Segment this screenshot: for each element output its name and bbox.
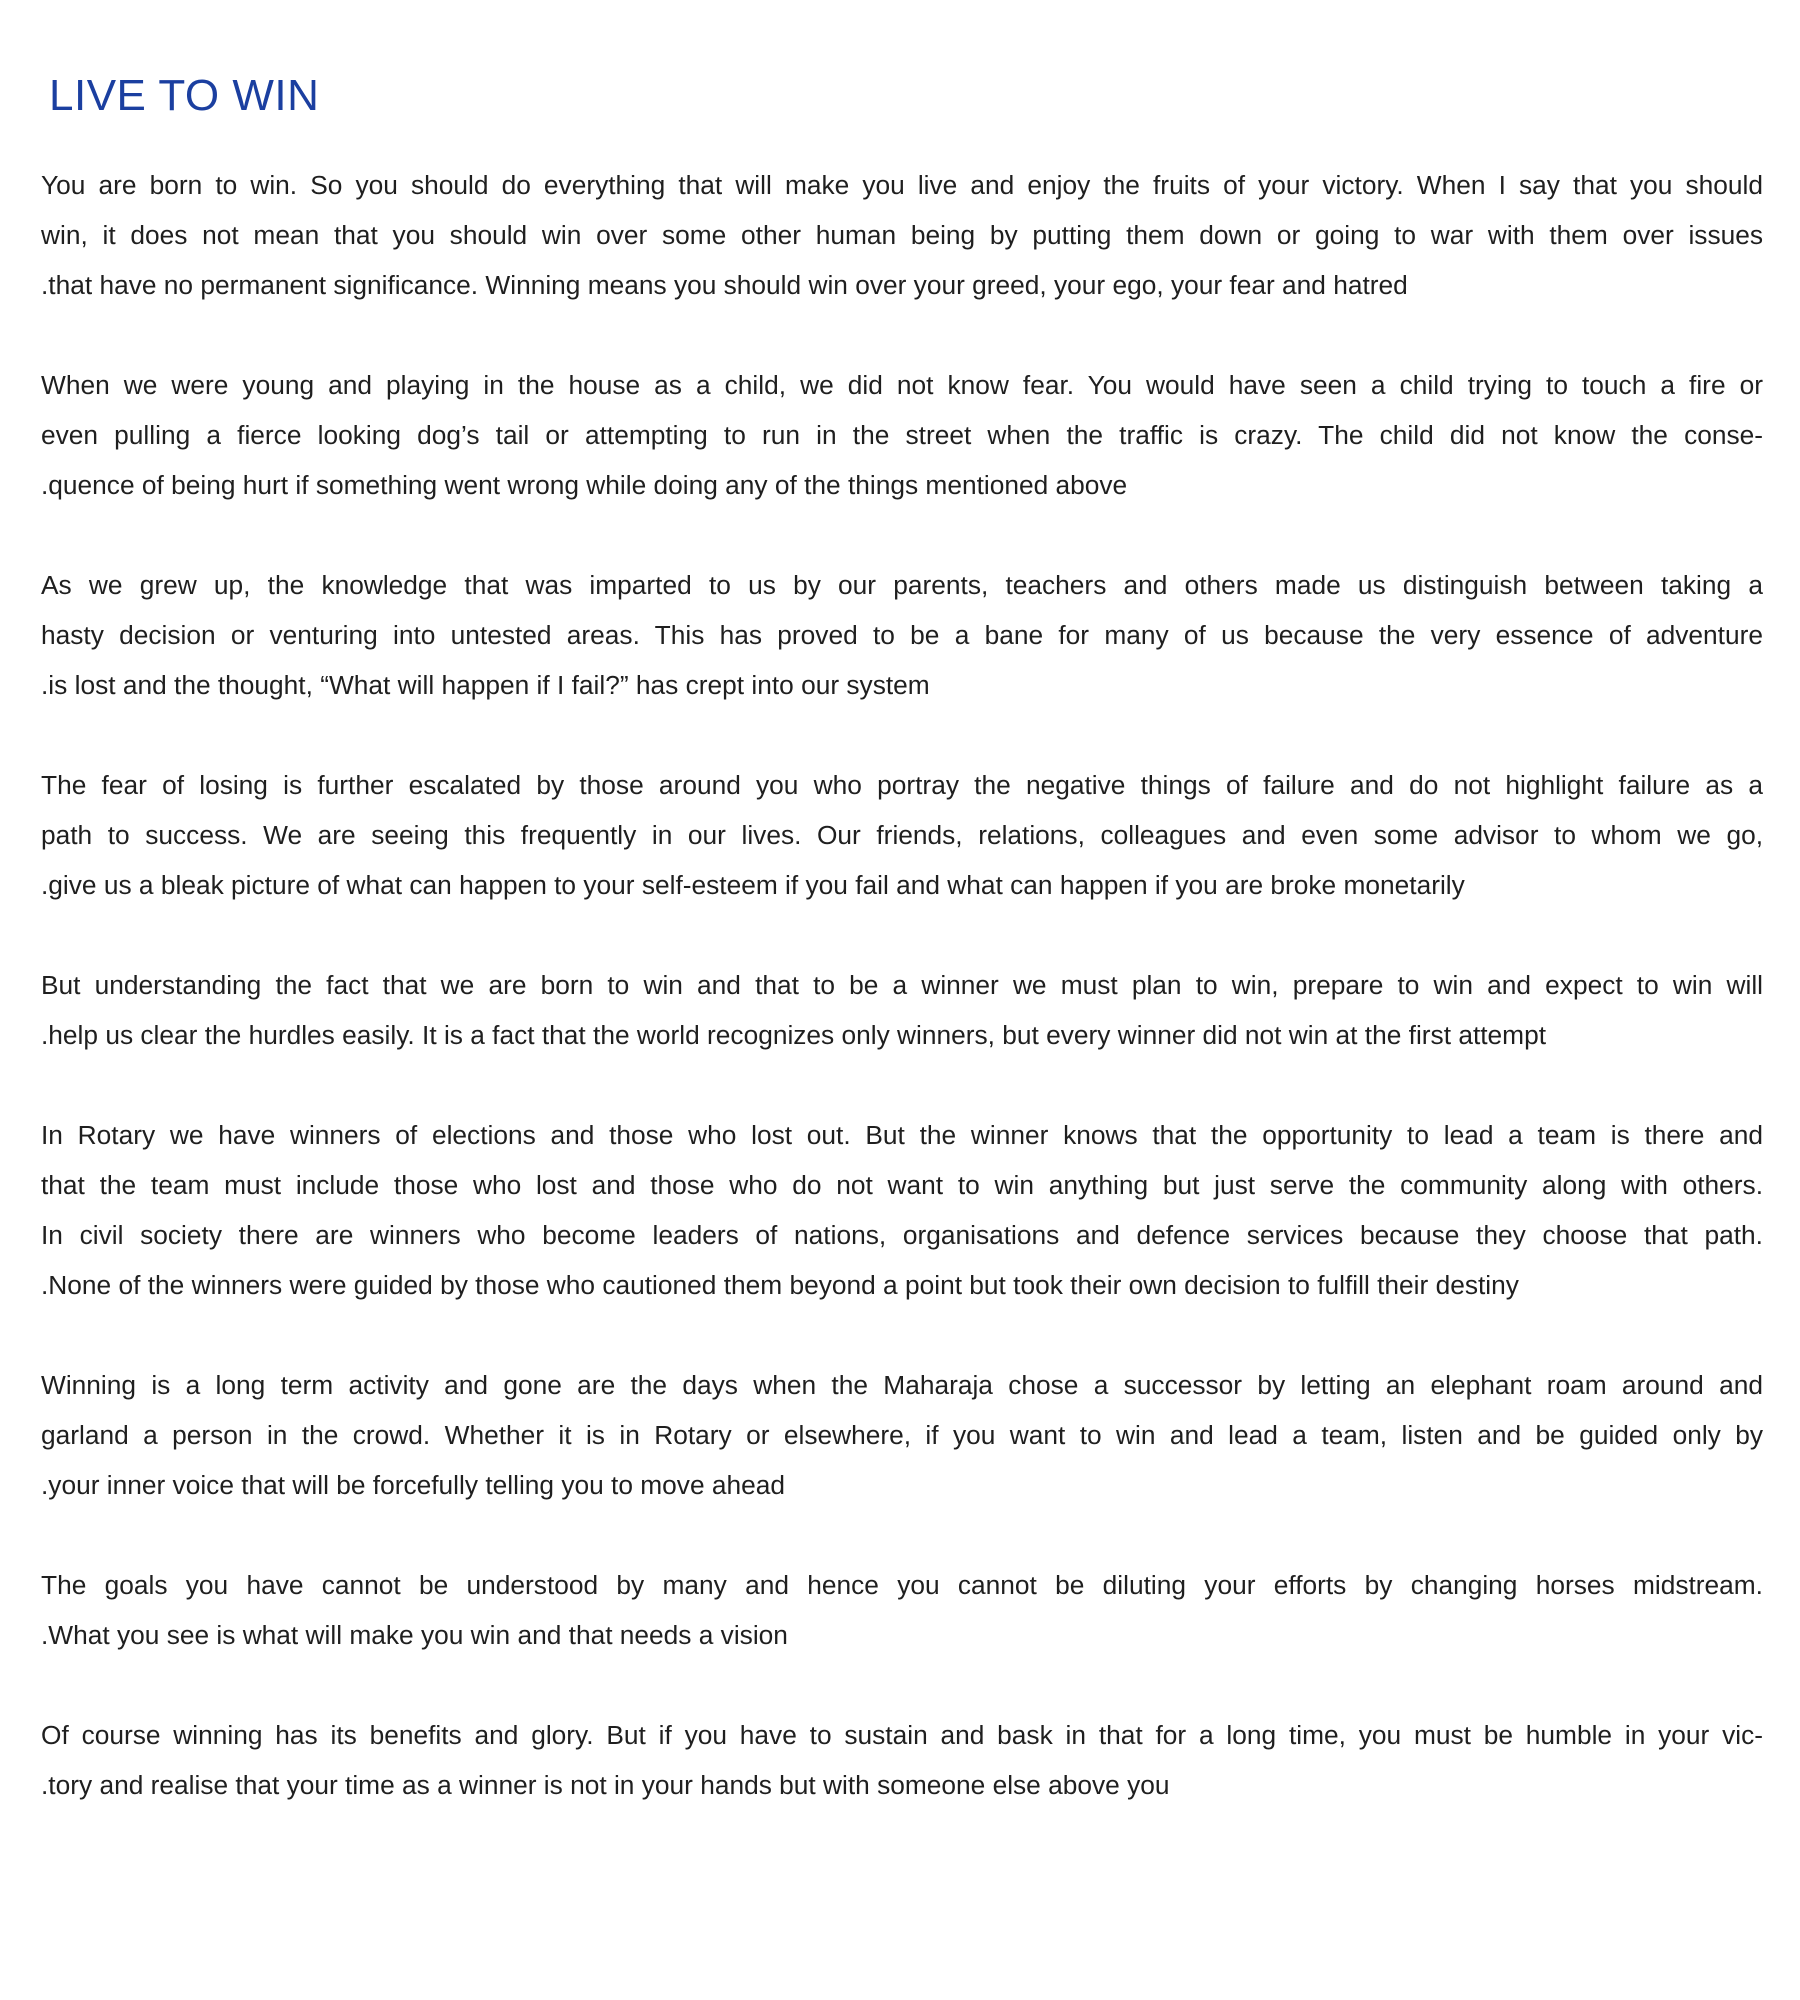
- paragraph-4: [41, 760, 1763, 910]
- text-line: As we grew up, the knowledge that was imparted to us by our parents, teachers and others made us distinguish between taking a: [41, 570, 1763, 600]
- article-body: [41, 160, 1763, 1810]
- paragraph-6: [41, 1110, 1763, 1310]
- text-line: .is lost and the thought, “What will happen if I fail?” has crept into our system: [41, 670, 930, 700]
- text-line: even pulling a fierce looking dog’s tail or attempting to run in the street when the traffic is crazy. The child did not know the conse-: [41, 420, 1763, 450]
- text-line: that the team must include those who lost and those who do not want to win anything but just serve the community along with others.: [41, 1170, 1763, 1200]
- text-line: .None of the winners were guided by those who cautioned them beyond a point but took their own decision to fulfill their destiny: [41, 1270, 1519, 1300]
- text-line: Winning is a long term activity and gone are the days when the Maharaja chose a successor by letting an elephant roam around and: [41, 1370, 1763, 1400]
- text-line: garland a person in the crowd. Whether it is in Rotary or elsewhere, if you want to win and lead a team, listen and be guided only by: [41, 1420, 1763, 1450]
- text-line: .help us clear the hurdles easily. It is a fact that the world recognizes only winners, but every winner did not win at the first attempt: [41, 1020, 1547, 1050]
- paragraph-3: [41, 560, 1763, 710]
- paragraph-5: [41, 960, 1763, 1060]
- paragraph-8: [41, 1560, 1763, 1660]
- paragraph-1: [41, 160, 1763, 310]
- text-line: .your inner voice that will be forcefully telling you to move ahead: [41, 1470, 786, 1500]
- text-line: Of course winning has its benefits and glory. But if you have to sustain and bask in that for a long time, you must be humble in your vic-: [41, 1720, 1763, 1750]
- text-line: .What you see is what will make you win and that needs a vision: [41, 1620, 788, 1650]
- text-line: The fear of losing is further escalated by those around you who portray the negative things of failure and do not highlight failure as a: [41, 770, 1763, 800]
- text-line: When we were young and playing in the house as a child, we did not know fear. You would have seen a child trying to touch a fire or: [41, 370, 1763, 400]
- text-line: You are born to win. So you should do everything that will make you live and enjoy the fruits of your victory. When I say that you should: [41, 170, 1763, 200]
- text-line: .give us a bleak picture of what can happen to your self-esteem if you fail and what can happen if you are broke monetarily: [41, 870, 1465, 900]
- text-line: In Rotary we have winners of elections and those who lost out. But the winner knows that the opportunity to lead a team is there and: [41, 1120, 1763, 1150]
- paragraph-7: [41, 1360, 1763, 1510]
- text-line: .tory and realise that your time as a winner is not in your hands but with someone else above you: [41, 1770, 1170, 1800]
- text-line: win, it does not mean that you should win over some other human being by putting them down or going to war with them over issues: [41, 220, 1763, 250]
- text-line: .quence of being hurt if something went wrong while doing any of the things mentioned above: [41, 470, 1128, 500]
- text-line: The goals you have cannot be understood by many and hence you cannot be diluting your efforts by changing horses midstream.: [41, 1570, 1763, 1600]
- text-line: But understanding the fact that we are born to win and that to be a winner we must plan to win, prepare to win and expect to win will: [41, 970, 1763, 1000]
- text-line: hasty decision or venturing into untested areas. This has proved to be a bane for many of us because the very essence of adventure: [41, 620, 1763, 650]
- paragraph-2: [41, 360, 1763, 510]
- text-line: .that have no permanent significance. Winning means you should win over your greed, your ego, your fear and hatred: [41, 270, 1408, 300]
- article: [41, 60, 1763, 1860]
- paragraph-9: [41, 1710, 1763, 1810]
- text-line: path to success. We are seeing this frequently in our lives. Our friends, relations, colleagues and even some advisor to whom we go,: [41, 820, 1763, 850]
- page-title: LIVE TO WIN: [49, 71, 320, 120]
- text-line: In civil society there are winners who become leaders of nations, organisations and defence services because they choose that path.: [41, 1220, 1763, 1250]
